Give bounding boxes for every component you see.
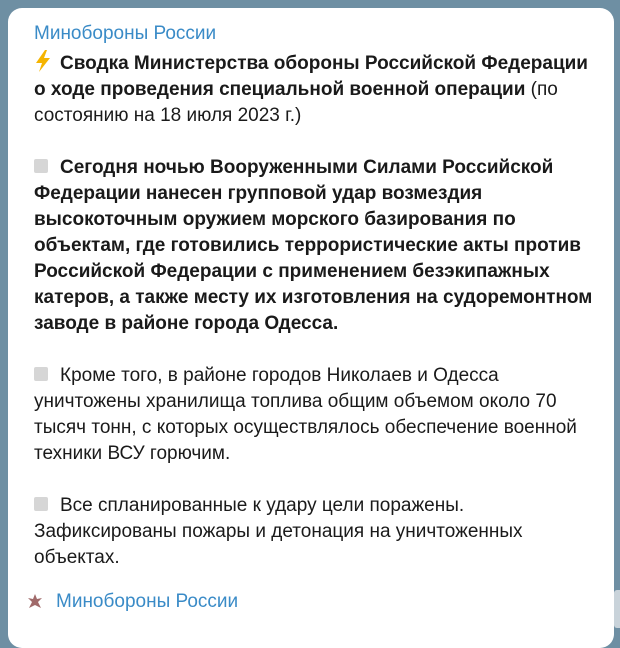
lightning-icon: [34, 50, 52, 72]
footer-channel-name: Минобороны России: [56, 591, 239, 612]
strike-paragraph: [34, 155, 596, 337]
emblem-icon: [26, 592, 44, 612]
fuel-paragraph-text: Кроме того, в районе городов Николаев и Одесса уничтожены хранилища топлива общим объемом около 70 тысяч тонн, с которых осуществлялось обеспечение военной техники ВСУ горючим.: [34, 365, 577, 464]
fuel-paragraph: [34, 363, 596, 467]
square-bullet-icon: [34, 367, 48, 381]
channel-name-link[interactable]: Минобороны России: [34, 23, 217, 44]
targets-paragraph: [34, 493, 596, 571]
square-bullet-icon: [34, 497, 48, 511]
footer-channel-link[interactable]: [26, 590, 238, 614]
summary-heading: [34, 50, 596, 129]
message-bubble: [8, 8, 614, 648]
summary-date: (по состоянию на 18 июля 2023 г.): [34, 79, 558, 126]
square-bullet-icon: [34, 159, 48, 173]
summary-heading-bold: Сводка Министерства обороны Российской Федерации о ходе проведения специальной военной операции: [34, 53, 588, 100]
scrollbar[interactable]: [614, 590, 620, 628]
strike-paragraph-text: Сегодня ночью Вооруженными Силами Российской Федерации нанесен групповой удар возмездия высокоточным оружием морского базирования по объектам, где готовились террористические акты против Российской Федерации с применением безэкипажных катеров, а также месту их изготовления на судоремонтном заводе в районе города Одесса.: [34, 157, 593, 334]
targets-paragraph-text: Все спланированные к удару цели поражены. Зафиксированы пожары и детонация на уничтоженных объектах.: [34, 495, 523, 568]
